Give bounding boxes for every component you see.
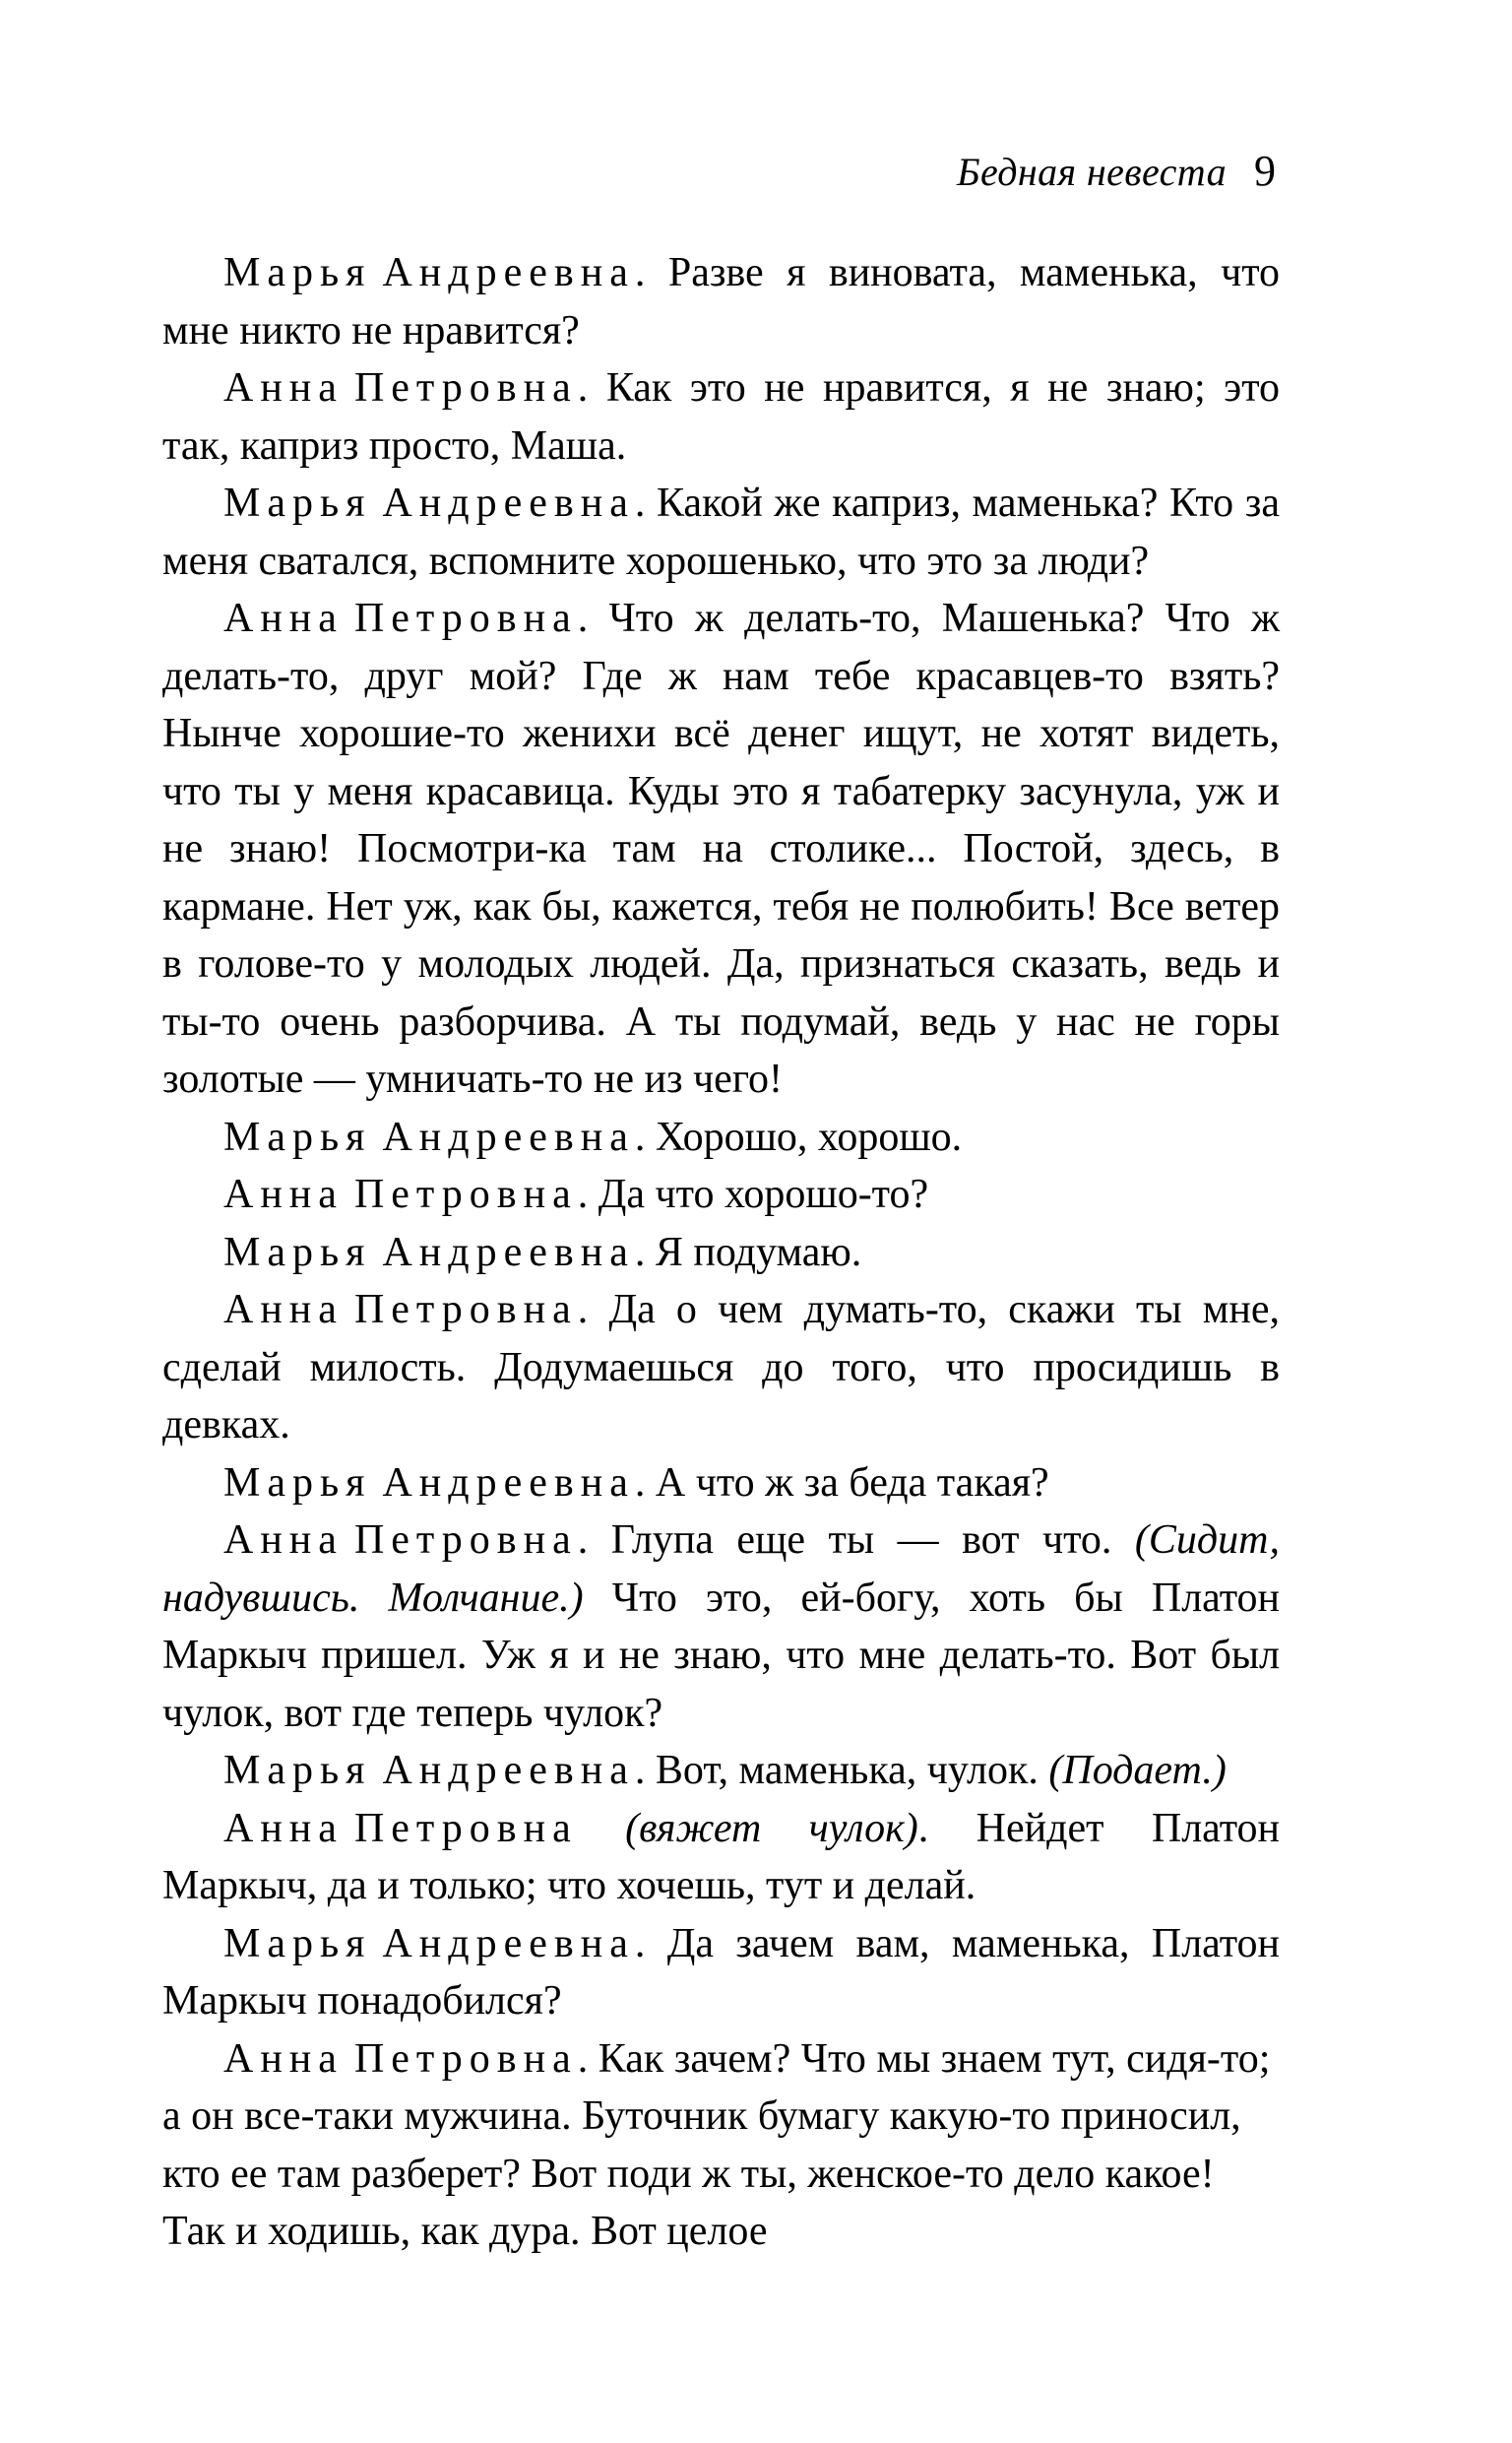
speech-text: Как зачем? Что мы знаем тут, сидя-то; а он все-таки мужчина. Буточник бумагу какую-то приносил, кто ее там разберет? Вот поди ж ты, женское-то дело какое! Так и ходишь, как дура. Вот целое (162, 2035, 1271, 2254)
speech-text: Что это, ей-богу, хоть бы Платон Маркыч пришел. Уж я и не знаю, что мне делать-то. Вот был чулок, вот где теперь чулок? (162, 1575, 1280, 1736)
character-cue-marya (223, 250, 635, 295)
cue-patronymic: Петровна (353, 1517, 578, 1563)
stage-direction: (вяжет чулок) (577, 1805, 918, 1851)
cue-terminator: . (634, 1920, 667, 1966)
cue-patronymic: Андреевна (382, 1229, 635, 1275)
cue-first-name: Анна (223, 1517, 344, 1563)
cue-patronymic: Петровна (353, 1287, 578, 1332)
running-head-book-title: Бедная невеста (957, 150, 1227, 194)
cue-first-name: Анна (223, 365, 344, 411)
stage-direction: (Сидит, надувшись. Молчание.) (162, 1517, 1280, 1621)
cue-patronymic: Андреевна (382, 250, 635, 295)
dialogue-line (162, 475, 1280, 590)
dialogue-line (162, 1800, 1280, 1915)
speech-text: Да что хорошо-то? (598, 1172, 929, 1217)
dialogue-line (162, 590, 1280, 1109)
speech-text: Глупа еще ты — вот что. (610, 1517, 1135, 1563)
character-cue-marya (223, 481, 635, 526)
cue-first-name: Марья (223, 1920, 372, 1966)
dialogue-line (162, 1742, 1280, 1800)
character-cue-anna (223, 2036, 578, 2082)
cue-terminator: . (634, 1229, 656, 1275)
character-cue-marya (223, 1460, 635, 1506)
cue-terminator: . (577, 1287, 609, 1332)
speech-text: Вот, маменька, чулок. (655, 1748, 1049, 1793)
speech-text: А что ж за беда такая? (655, 1459, 1049, 1506)
running-head (162, 147, 1276, 205)
cue-patronymic: Петровна (353, 1172, 578, 1217)
cue-patronymic: Андреевна (382, 1920, 635, 1966)
cue-patronymic: Петровна (353, 365, 578, 411)
cue-first-name: Марья (223, 1229, 372, 1275)
cue-terminator: . (577, 596, 609, 641)
cue-first-name: Анна (223, 1172, 344, 1217)
dialogue-line (162, 1281, 1280, 1454)
dialogue-line (162, 1915, 1280, 2030)
speech-text: Что ж делать-то, Машенька? Что ж делать-то, друг мой? Где ж нам тебе красавцев-то взять? Нынче хорошие-то женихи всё денег ищут, не хотят видеть, что ты у меня красавица. Куды это я табатерку засунула, уж и не знаю! Посмотри-ка там на столике... Постой, здесь, в кармане. Нет уж, как бы, кажется, тебя не полюбить! Все ветер в голове-то у молодых людей. Да, признаться сказать, ведь и ты-то очень разборчива. А ты подумай, ведь у нас не горы золотые — умничать-то не из чего! (162, 596, 1281, 1102)
cue-terminator: . (577, 1172, 598, 1217)
cue-patronymic: Петровна (353, 596, 578, 641)
character-cue-anna (223, 596, 578, 641)
character-cue-anna (223, 1806, 578, 1851)
cue-patronymic: Андреевна (382, 1459, 635, 1506)
page-body-text (162, 244, 1280, 2261)
cue-patronymic: Андреевна (382, 481, 635, 526)
cue-first-name: Анна (223, 1805, 344, 1851)
character-cue-anna (223, 1172, 578, 1217)
dialogue-line (162, 359, 1280, 475)
character-cue-marya (223, 1921, 635, 1966)
dialogue-line (162, 1454, 1280, 1512)
stage-direction: (Подает.) (1048, 1748, 1227, 1793)
cue-first-name: Анна (223, 596, 344, 641)
character-cue-marya (223, 1748, 635, 1793)
speech-text: Да зачем вам, маменька, Платон Маркыч понадобился? (162, 1920, 1281, 2024)
cue-first-name: Марья (223, 1459, 372, 1506)
cue-terminator: . (634, 1459, 656, 1506)
dialogue-line (162, 244, 1280, 359)
cue-first-name: Марья (223, 1114, 372, 1160)
cue-terminator: . (634, 481, 657, 526)
cue-patronymic: Петровна (353, 2035, 578, 2082)
speech-text: Нейдет Платон Маркыч, да и только; что хочешь, тут и делай. (162, 1805, 1280, 1908)
cue-terminator: . (634, 1114, 656, 1160)
character-cue-anna (223, 365, 578, 411)
cue-patronymic: Андреевна (382, 1114, 635, 1160)
speech-text: Разве я виновата, маменька, что мне никто не нравится? (162, 250, 1280, 354)
cue-patronymic: Андреевна (382, 1748, 635, 1793)
dialogue-line (162, 1109, 1280, 1167)
cue-patronymic: Петровна (353, 1805, 578, 1851)
cue-first-name: Марья (223, 481, 372, 526)
speech-text: Да о чем думать-то, скажи ты мне, сделай милость. Додумаешься до того, что просидишь в девках. (162, 1287, 1280, 1447)
cue-terminator: . (577, 365, 606, 411)
cue-terminator: . (917, 1805, 976, 1851)
character-cue-marya (223, 1230, 635, 1275)
cue-terminator: . (577, 1517, 611, 1563)
dialogue-line (162, 1224, 1280, 1282)
cue-terminator: . (634, 250, 668, 295)
speech-text: Какой же каприз, маменька? Кто за меня сватался, вспомните хорошенько, что это за люди? (162, 481, 1280, 584)
page-number: 9 (1254, 147, 1276, 195)
cue-first-name: Анна (223, 2035, 344, 2082)
speech-text: Как это не нравится, я не знаю; это так, каприз просто, Маша. (162, 365, 1281, 469)
cue-terminator: . (577, 2035, 598, 2082)
dialogue-line (162, 1511, 1280, 1742)
cue-terminator: . (634, 1748, 656, 1793)
speech-text: Хорошо, хорошо. (655, 1114, 963, 1160)
dialogue-line (162, 2030, 1280, 2261)
character-cue-anna (223, 1517, 578, 1563)
character-cue-marya (223, 1115, 635, 1160)
cue-first-name: Марья (223, 250, 372, 295)
cue-first-name: Марья (223, 1748, 372, 1793)
speech-text: Я подумаю. (655, 1229, 862, 1275)
dialogue-line (162, 1166, 1280, 1224)
cue-first-name: Анна (223, 1287, 344, 1332)
character-cue-anna (223, 1287, 578, 1332)
